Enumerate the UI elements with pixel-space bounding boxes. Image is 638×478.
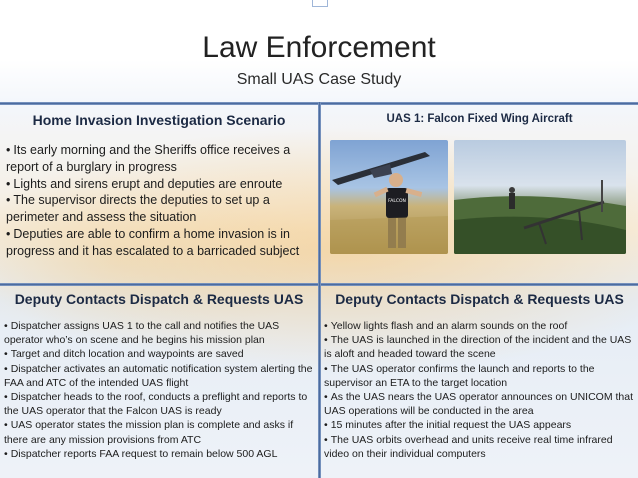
slide-subtitle: Small UAS Case Study	[236, 71, 402, 88]
list-item: • As the UAS nears the UAS operator announces on UNICOM that UAS operations will be conducted in the area	[324, 391, 634, 418]
list-item: • Deputies are able to confirm a home invasion is in progress and it has escalated to a barricaded subject	[6, 226, 300, 258]
list-item: • 15 minutes after the initial request the UAS appears	[324, 419, 572, 432]
bullet: •	[4, 320, 8, 332]
list-item: • The UAS is launched in the direction of the incident and the UAS is aloft and headed toward the scene	[324, 334, 632, 361]
panel-title-dispatch-left: Deputy Contacts Dispatch & Requests UAS	[14, 291, 304, 307]
photo-operator-with-falcon-uas	[330, 140, 448, 254]
list-item: • The UAS operator confirms the launch and reports to the supervisor an ETA to the target location	[324, 362, 595, 389]
bullet: •	[4, 391, 8, 404]
bullet: •	[324, 362, 328, 375]
list-item: • The UAS orbits overhead and units receive real time infrared video on their individual computers	[324, 433, 613, 460]
bullet: •	[6, 176, 11, 191]
bullet: •	[324, 320, 328, 332]
list-item: • Dispatcher activates an automatic notification system alerting the FAA and ATC of the intended UAS flight	[4, 362, 313, 389]
launch-site-illustration	[454, 140, 626, 254]
bullet: •	[324, 419, 328, 432]
bullet: •	[6, 143, 11, 157]
bullet: •	[4, 348, 8, 361]
bullet: •	[4, 447, 8, 460]
list-item: • Dispatcher heads to the roof, conducts a preflight and reports to the UAS operator that the Falcon UAS is ready	[4, 391, 308, 418]
bullet: •	[6, 193, 11, 208]
bullet: •	[4, 362, 8, 375]
list-item: • Target and ditch location and waypoints are saved	[4, 348, 244, 361]
list-item: • Yellow lights flash and an alarm sounds on the roof	[324, 320, 568, 332]
panel-title-dispatch-right: Deputy Contacts Dispatch & Requests UAS	[335, 291, 624, 307]
bullet: •	[6, 226, 11, 241]
list-item: • Dispatcher assigns UAS 1 to the call and notifies the UAS operator who’s on scene and he begins his mission plan	[4, 320, 280, 347]
bullet: •	[324, 391, 328, 404]
list-item: • Its early morning and the Sheriffs office receives a report of a burglary in progress	[6, 143, 291, 174]
photo-uas-launch-site	[454, 140, 626, 254]
list-item: • Dispatcher reports FAA request to remain below 500 AGL	[4, 447, 278, 460]
list-item: • The supervisor directs the deputies to set up a perimeter and assess the situation	[6, 193, 270, 225]
list-item: • Lights and sirens erupt and deputies are enroute	[6, 176, 283, 191]
dispatch-left-list	[4, 319, 316, 461]
panel-title-uas-falcon: UAS 1: Falcon Fixed Wing Aircraft	[386, 113, 573, 125]
bullet: •	[324, 334, 328, 347]
top-edge-mark	[312, 0, 328, 7]
bullet: •	[4, 419, 8, 432]
dispatch-right-list	[324, 319, 635, 461]
shirt-text: FALCON	[388, 199, 406, 204]
home-invasion-list	[6, 142, 314, 260]
operator-illustration	[330, 140, 448, 254]
slide-title: Law Enforcement	[202, 31, 436, 64]
panel-title-home-invasion: Home Invasion Investigation Scenario	[32, 112, 286, 128]
bullet: •	[324, 433, 328, 446]
list-item: • UAS operator states the mission plan is complete and asks if there are any mission provisions from ATC	[4, 419, 294, 446]
